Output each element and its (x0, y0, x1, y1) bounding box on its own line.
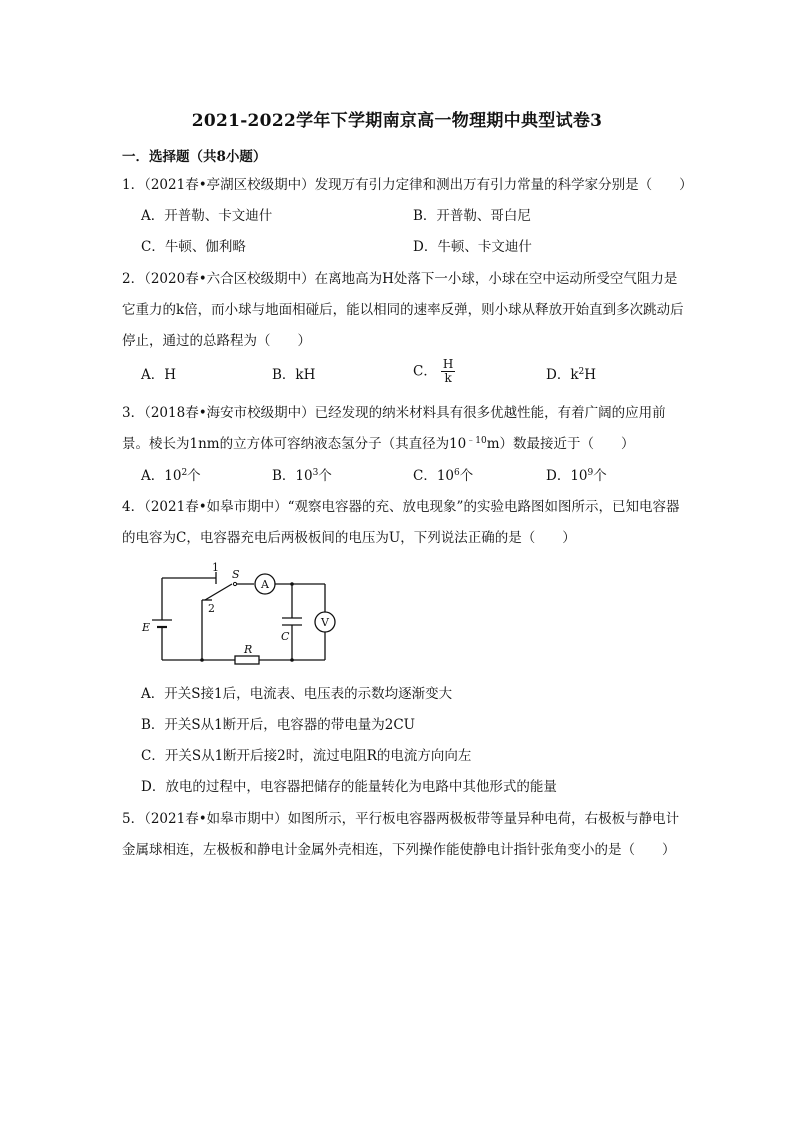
question-4-stem: 4．（2021春•如皋市期中）“观察电容器的充、放电现象”的实验电路图如图所示，已知电容器的电容为C，电容器充电后两极板间的电压为U，下列说法正确的是（ ） (122, 499, 680, 546)
question-3-option-b (272, 466, 332, 486)
fraction-numerator: H (442, 357, 454, 371)
exponent: 2 (578, 367, 585, 377)
page-title: 2021-2022学年下学期南京高一物理期中典型试卷3 (191, 111, 603, 131)
option-d-suffix: H (584, 367, 597, 383)
question-1-option-b: B．开普勒、哥白尼 (413, 208, 531, 224)
question-3-option-c (413, 466, 473, 486)
question-4-option-d: D．放电的过程中，电容器把储存的能量转化为电路中其他形式的能量 (141, 779, 557, 795)
question-4-option-a: A．开关S接1后，电流表、电压表的示数均逐渐变大 (141, 686, 453, 702)
question-2-option-b: B．kH (272, 367, 316, 383)
exponent: 9 (587, 468, 594, 478)
question-1-option-a: A．开普勒、卡文迪什 (141, 208, 273, 224)
question-2-stem: 2．（2020春•六合区校级期中）在离地高为H处落下一小球，小球在空中运动所受空气阻力是它重力的k倍，而小球与地面相碰后，能以相同的速率反弹，则小球从释放开始直到多次跳动后停止，通过的总路程为（ ） (122, 271, 684, 349)
option-c-label: C． (413, 363, 437, 380)
junction-dot (200, 658, 204, 662)
label-v: V (321, 616, 329, 629)
option-unit: 个 (459, 468, 474, 484)
switch-arm (205, 584, 232, 600)
resistor (235, 656, 259, 664)
junction-dot (290, 582, 294, 586)
switch-pivot (233, 582, 236, 585)
option-unit: 个 (318, 468, 332, 484)
option-text: B．10 (272, 468, 313, 484)
option-unit: 个 (187, 468, 201, 484)
junction-dot (290, 658, 294, 662)
label-s: S (232, 568, 240, 581)
label-c: C (281, 630, 290, 643)
label-1: 1 (212, 562, 219, 574)
question-3-option-a (141, 466, 201, 486)
question-3-text: 3．（2018春•海安市校级期中）已经发现的纳米材料具有很多优越性能，有着广阔的应用前景。棱长为1nm的立方体可容纳液态氢分子（其直径为10 (122, 405, 666, 452)
fraction-denominator: k (444, 371, 452, 385)
question-2-option-c (413, 358, 455, 385)
question-5-stem: 5．（2021春•如皋市期中）如图所示，平行板电容器两极板带等量异种电荷，右极板与静电计金属球相连，左极板和静电计金属外壳相连，下列操作能使静电计指针张角变小的是（ ） (122, 811, 680, 858)
label-r: R (244, 643, 253, 656)
exponent: 2 (181, 468, 188, 478)
exponent: 3 (312, 468, 319, 478)
question-4-option-b: B．开关S从1断开后，电容器的带电量为2CU (141, 717, 416, 733)
question-3-stem (122, 398, 687, 460)
option-text: A．10 (141, 468, 182, 484)
question-1-option-d: D．牛顿、卡文迪什 (413, 239, 532, 255)
label-2: 2 (208, 602, 215, 615)
question-2-option-a: A．H (141, 367, 177, 383)
option-text: C．10 (413, 468, 455, 484)
question-2-option-d (546, 365, 596, 385)
option-d-text: D．k (546, 367, 579, 383)
question-1-option-c: C．牛顿、伽利略 (141, 239, 246, 255)
label-e: E (142, 621, 151, 634)
circuit-diagram (140, 562, 340, 672)
exponent: 6 (454, 468, 460, 478)
option-text: D．10 (546, 468, 588, 484)
exponent: ﹣10 (466, 436, 487, 446)
question-3-option-d (546, 466, 607, 486)
question-1-stem: 1．（2021春•亭湖区校级期中）发现万有引力定律和测出万有引力常量的科学家分别是（ ） (122, 177, 693, 193)
question-3-text-end: m）数最接近于（ ） (486, 436, 635, 452)
label-a: A (261, 578, 269, 591)
option-unit: 个 (593, 468, 607, 484)
fraction-h-over-k (441, 358, 455, 385)
section-heading: 一．选择题（共8小题） (122, 149, 267, 165)
question-4-option-c: C．开关S从1断开后接2时，流过电阻R的电流方向向左 (141, 748, 472, 764)
